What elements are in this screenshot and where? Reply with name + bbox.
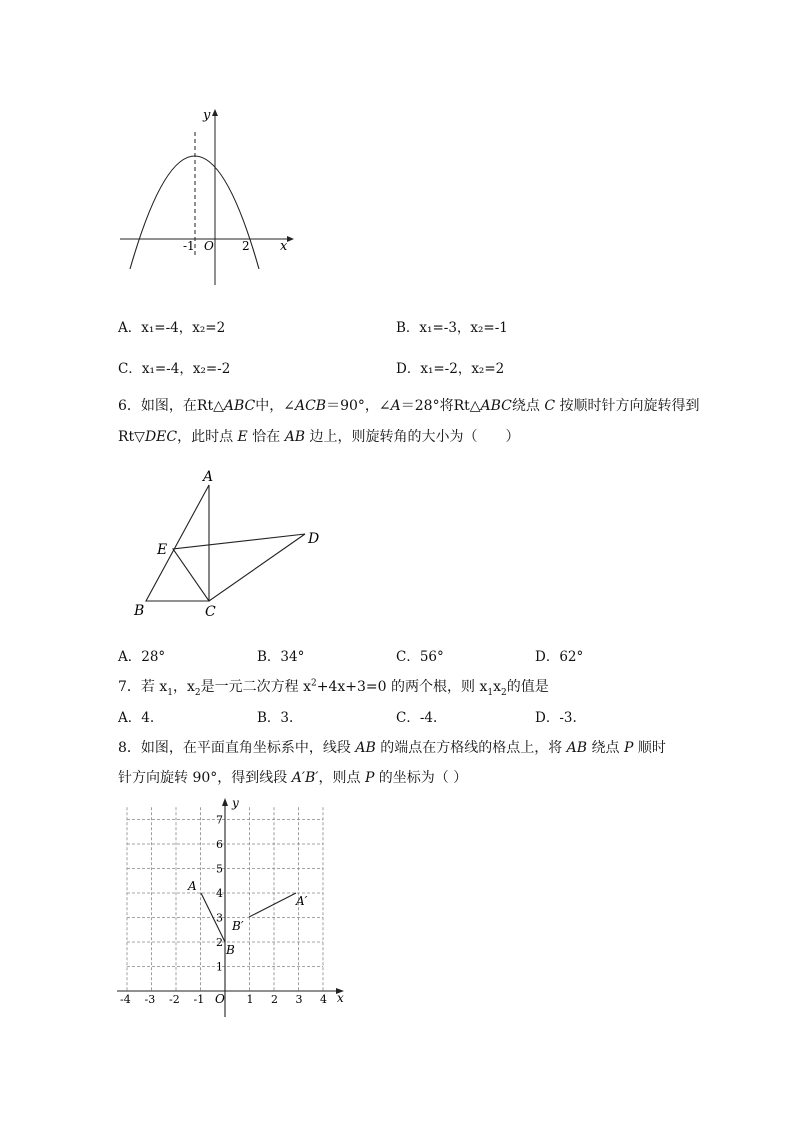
triangle-abc: [146, 485, 209, 601]
segment-a-prime-b-prime: [249, 893, 296, 917]
origin-label: O: [215, 992, 225, 1006]
parabola-figure: [115, 105, 300, 290]
q7-option-b[interactable]: B．3.: [257, 710, 294, 726]
x-tick-label: 4: [320, 993, 327, 1006]
x-tick-label: -4: [120, 993, 131, 1006]
q5-option-d[interactable]: D．x₁=-2，x₂=2: [396, 361, 505, 377]
y-axis-label: y: [203, 108, 211, 123]
q6-option-b[interactable]: B．34°: [257, 649, 305, 665]
q5-option-a[interactable]: A．x₁=-4，x₂=2: [118, 320, 226, 336]
x-axis-label: x: [337, 991, 344, 1005]
q6-option-c[interactable]: C．56°: [396, 649, 444, 665]
x-tick-label: 3: [295, 993, 303, 1006]
q8-stem-line2: 针方向旋转 90°，得到线段 A′B′，则点 P 的坐标为（ ）: [118, 770, 468, 786]
tick-label-2: 2: [242, 239, 250, 253]
triangle-rotation-figure: [125, 465, 335, 625]
q6-stem-line1: 6．如图，在Rt△ABC中，∠ACB＝90°，∠A＝28°将Rt△ABC绕点 C 按顺时针方向旋转得到: [118, 398, 700, 414]
point-label-a: A: [203, 469, 214, 485]
q7-option-a[interactable]: A．4.: [118, 710, 155, 726]
point-label-d: D: [308, 531, 320, 547]
q5-option-b[interactable]: B．x₁=-3，x₂=-1: [396, 320, 508, 336]
point-label-c: C: [205, 604, 216, 620]
q5-option-c[interactable]: C．x₁=-4，x₂=-2: [118, 361, 231, 377]
x-tick-label: 2: [271, 993, 278, 1006]
q6-option-d[interactable]: D．62°: [535, 649, 584, 665]
y-tick-label: 1: [216, 960, 223, 974]
y-axis-arrow: [222, 798, 228, 806]
y-tick-label: 7: [216, 813, 223, 827]
point-label-a: A: [188, 879, 197, 893]
tick-label-neg1: -1: [183, 239, 195, 253]
point-label-b-prime: B′: [232, 919, 244, 933]
q6-stem-line2: Rt▽DEC，此时点 E 恰在 AB 边上，则旋转角的大小为（ ）: [118, 429, 520, 445]
y-tick-label: 3: [216, 911, 223, 925]
point-label-a-prime: A′: [296, 894, 308, 908]
y-axis-arrow: [212, 109, 218, 116]
x-tick-label: -2: [169, 993, 180, 1006]
x-axis-arrow: [287, 236, 294, 242]
point-label-b: B: [226, 943, 235, 957]
coordinate-grid-figure: [115, 795, 355, 1025]
triangle-dec: [173, 534, 305, 601]
point-label-e: E: [157, 542, 168, 558]
q6-option-a[interactable]: A．28°: [118, 649, 166, 665]
y-tick-label: 2: [216, 936, 223, 949]
x-tick-label: -1: [193, 993, 205, 1006]
y-tick-label: 4: [216, 887, 223, 900]
x-tick-label: 1: [246, 993, 254, 1006]
q8-stem-line1: 8．如图，在平面直角坐标系中，线段 AB 的端点在方格线的格点上，将 AB 绕点 P 顺时: [118, 740, 666, 756]
x-tick-label: -3: [144, 993, 156, 1006]
y-tick-label: 5: [216, 862, 223, 876]
q7-option-c[interactable]: C．-4.: [396, 710, 438, 726]
y-tick-label: 6: [216, 838, 223, 851]
q7-stem: 7．若 $x_1$，$x_2$是一元二次方程 $x^2+4x+3=0$ 的两个根，则 $x_1x_2$的值是: [118, 678, 549, 698]
y-axis-label: y: [232, 796, 239, 810]
x-axis-label: x: [280, 239, 288, 254]
q7-option-d[interactable]: D．-3.: [535, 710, 577, 726]
tick-labels: [120, 814, 327, 1007]
point-label-b: B: [134, 603, 145, 619]
origin-label: O: [204, 239, 214, 253]
